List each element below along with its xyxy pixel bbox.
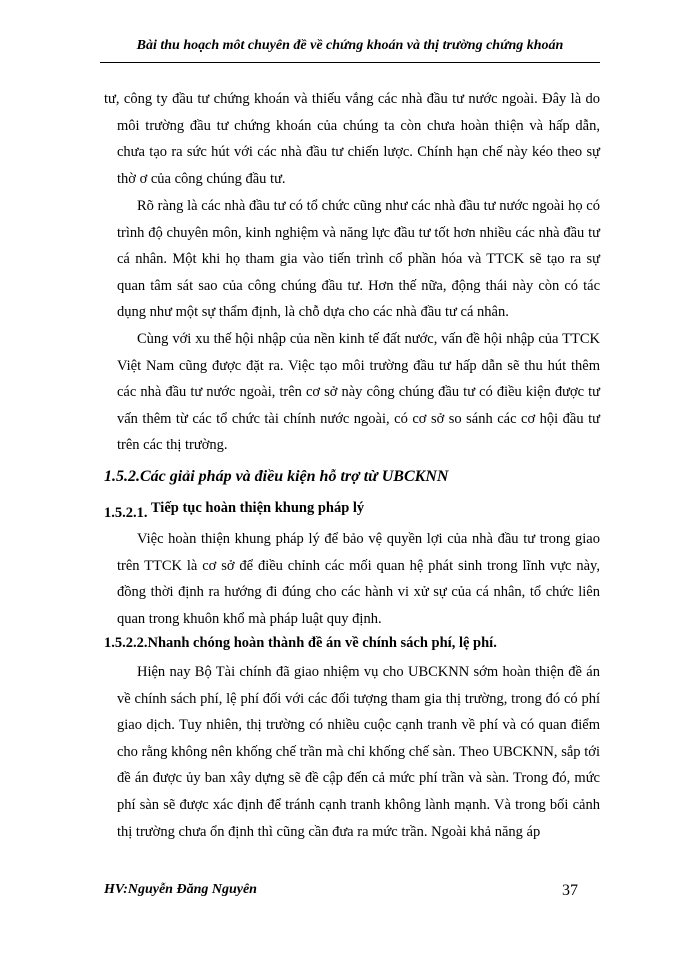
subsection-title: Tiếp tục hoàn thiện khung pháp lý [150,500,365,516]
running-header: Bài thu hoạch môt chuyên đề về chứng khoán và thị trường chứng khoán [136,38,564,53]
paragraph-1: tư, công ty đầu tư chứng khoán và thiếu vắng các nhà đầu tư nước ngoài. Đây là do môi trường đầu tư chứng khoán của chúng ta còn chưa hoàn thiện và hấp dẫn, chưa tạo ra sức hút với các nhà đầu tư chiến lược. Chính hạn chế này kéo theo sự thờ ơ của công chúng đầu tư. [104,91,600,187]
page-number: 37 [562,882,578,899]
subsection-heading-1-5-2-2: 1.5.2.2.Nhanh chóng hoàn thành đề án về chính sách phí, lệ phí. [104,635,497,651]
paragraph-4: Việc hoàn thiện khung pháp lý để bảo vệ quyền lợi của nhà đầu tư trong giao trên TTCK là cơ sở để điều chỉnh các mối quan hệ phát sinh trong lĩnh vực này, đồng thời định ra hướng đi đúng cho các hành vi xử sự của cá nhân, tổ chức liên quan trong khuôn khổ mà pháp luật quy định. [117,531,600,627]
paragraph-5: Hiện nay Bộ Tài chính đã giao nhiệm vụ cho UBCKNN sớm hoàn thiện đề án về chính sách phí, lệ phí đối với các đối tượng tham gia thị trường, trong đó có phí giao dịch. Tuy nhiên, thị trường có nhiều cuộc cạnh tranh về phí và có quan điểm cho rằng không nên khống chế trần mà chỉ khống chế sàn. Theo UBCKNN, sắp tới đề án được ủy ban xây dựng sẽ đề cập đến cả mức phí trần và sàn. Trong đó, mức phí sàn sẽ được xác định để tránh cạnh tranh không lành mạnh. Và trong bối cảnh thị trường chưa ổn định thì cũng cần đưa ra mức trần. Ngoài khả năng áp [117,664,600,840]
section-heading-1-5-2: 1.5.2.Các giải pháp và điều kiện hỗ trợ từ UBCKNN [104,468,449,485]
subsection-heading-1-5-2-1 [104,500,365,521]
header-rule [100,62,600,63]
paragraph-3: Cùng với xu thế hội nhập của nền kinh tế đất nước, vấn đề hội nhập của TTCK Việt Nam cũng được đặt ra. Việc tạo môi trường đầu tư hấp dẫn sẽ thu hút thêm các nhà đầu tư nước ngoài, trên cơ sở này công chúng đầu tư có điều kiện được tư vấn thêm từ các tổ chức tài chính nước ngoài, có cơ sở so sánh các cơ hội đầu tư trên các thị trường. [117,331,600,454]
footer-author: HV:Nguyễn Đăng Nguyên [104,882,257,897]
paragraph-2: Rõ ràng là các nhà đầu tư có tổ chức cũng như các nhà đầu tư nước ngoài họ có trình độ chuyên môn, kinh nghiệm và năng lực đầu tư tốt hơn nhiều các nhà đầu tư cá nhân. Một khi họ tham gia vào tiến trình cổ phần hóa và TTCK sẽ tạo ra sự quan tâm sát sao của công chúng đầu tư. Hơn thế nữa, động thái này còn có tác dụng như một sự thẩm định, là chỗ dựa cho các nhà đầu tư cá nhân. [117,198,600,321]
subsection-number: 1.5.2.1. [104,505,148,521]
